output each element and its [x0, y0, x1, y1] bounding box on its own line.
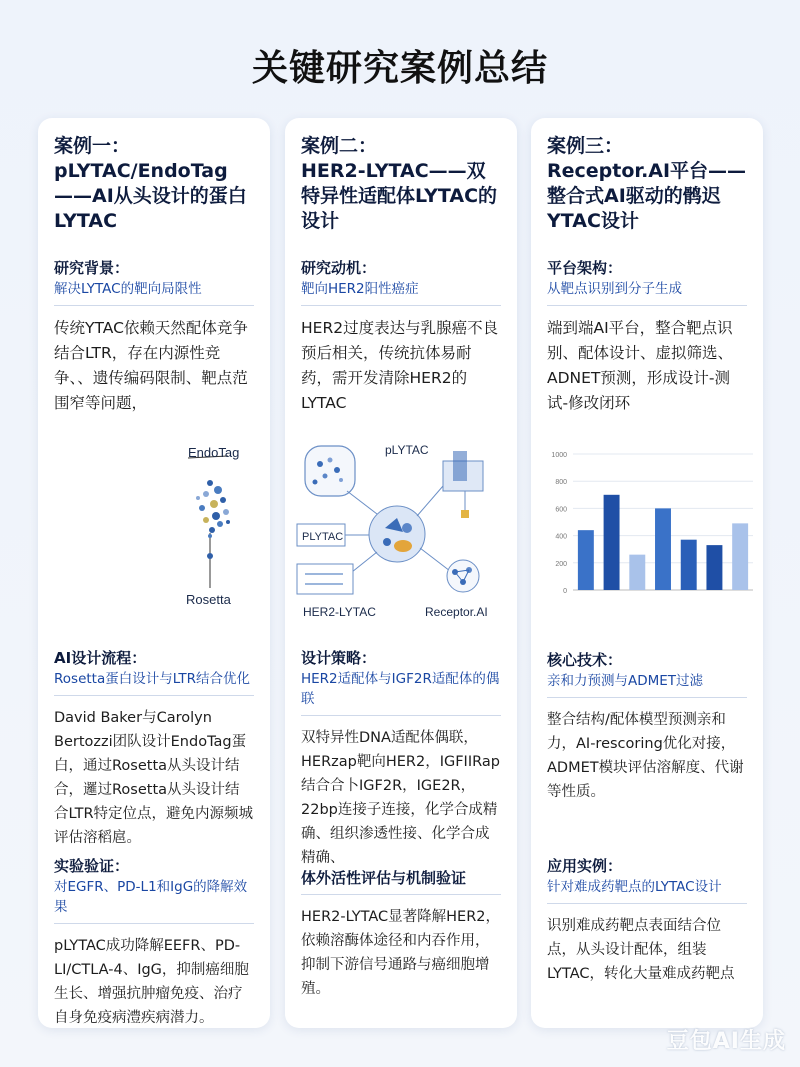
y-tick-label: 1000	[551, 452, 567, 459]
section-body: 双特异性DNA适配体偶联，HERzap靶向HER2，IGFIIRap结合合卜IGF2R，IGE2R，22bp连接子连接，化学合成精确、组织渗透性接、化学合成精确、	[301, 730, 500, 866]
section-design-strategy	[301, 648, 501, 870]
section-platform	[547, 258, 747, 416]
section-heading: 实验验证：	[54, 857, 130, 875]
section-subheading: 亲和力预测与ADMET过滤	[547, 671, 747, 698]
y-tick-label: 600	[555, 506, 567, 514]
bar-chart	[531, 440, 763, 618]
section-subheading: 解决LYTAC的靶向局限性	[54, 279, 254, 306]
section-in-vitro	[301, 868, 501, 1001]
protein-structure-figure	[38, 438, 270, 618]
section-experiment	[54, 856, 254, 1030]
lytac-mechanism-figure	[285, 436, 517, 626]
section-body: 识别难成药靶点表面结合位点，从头设计配体，组装LYTAC，转化大量难成药靶点	[547, 918, 735, 982]
figure-label-plytac-box: PLYTAC	[302, 531, 344, 543]
section-application	[547, 856, 747, 986]
section-background	[54, 258, 254, 416]
section-heading: AI设计流程：	[54, 649, 147, 667]
bar-chart-container	[531, 440, 763, 618]
section-subheading: 靶向HER2阳性癌症	[301, 279, 501, 306]
section-heading: 研究背景：	[54, 259, 130, 277]
section-subheading: 对EGFR、PD-L1和IgG的降解效果	[54, 877, 254, 924]
figure-label-receptor-ai: Receptor.AI	[425, 605, 488, 619]
case-card-2	[285, 118, 517, 1028]
section-heading: 应用实例：	[547, 857, 623, 875]
section-body: 整合结构/配体模型预测亲和力，AI-rescoring优化对接，ADMET模块评估溶解度、代谢等性质。	[547, 712, 744, 800]
y-tick-label: 0	[563, 588, 567, 595]
section-heading: 设计策略：	[301, 649, 377, 667]
section-body: HER2过度表达与乳腺癌不良预后相关，传统抗体易耐药，需开发清除HER2的LYTAC	[301, 319, 499, 412]
chart-bar	[655, 508, 671, 590]
page-title: 关键研究案例总结	[251, 48, 548, 89]
figure-label-plytac-top: pLYTAC	[385, 443, 429, 457]
case-card-3	[531, 118, 763, 1028]
section-body: David Baker与Carolyn Bertozzi团队设计EndoTag蛋白，通过Rosetta从头设计结合，邏过Rosetta从头设计结合LTR特定位点，避免内源频城评估溶稻扈。	[54, 710, 254, 846]
lytac-diagram	[285, 436, 517, 626]
figure-label-endotag: EndoTag	[188, 445, 240, 460]
section-heading: 平台架构：	[547, 259, 623, 277]
case-title: pLYTAC/EndoTag——AI从头设计的蛋白LYTAC	[54, 160, 247, 232]
figure-label-rosetta: Rosetta	[186, 592, 231, 607]
case-label: 案例二：	[301, 135, 378, 157]
chart-bar	[629, 555, 645, 590]
section-body: 传统YTAC依赖天然配体竞争结合LTR，存在内源性竞争、、遗传编码限制、靶点范围窄等问题，	[54, 319, 248, 412]
section-motivation	[301, 258, 501, 416]
case-title: HER2-LYTAC——双特异性适配体LYTAC的设计	[301, 160, 498, 232]
y-tick-label: 400	[555, 533, 567, 541]
section-subheading: 针对难成药靶点的LYTAC设计	[547, 877, 747, 904]
section-subheading: 从靶点识别到分子生成	[547, 279, 747, 306]
section-ai-design-flow	[54, 648, 254, 850]
chart-bar	[706, 545, 722, 590]
figure-label-her2-lytac: HER2-LYTAC	[303, 605, 376, 619]
case-label: 案例三：	[547, 135, 624, 157]
section-heading: 研究动机：	[301, 259, 377, 277]
chart-bar	[681, 540, 697, 590]
protein-illustration	[38, 438, 270, 618]
y-tick-label: 200	[555, 560, 567, 568]
section-body: 端到端AI平台，整合靶点识别、配体设计、虚拟筛选、 ADNET预测，形成设计-测试-修改闭环	[547, 319, 734, 412]
section-subheading: Rosetta蛋白设计与LTR结合优化	[54, 669, 254, 696]
chart-bar	[732, 523, 748, 590]
y-tick-label: 800	[555, 479, 567, 487]
watermark: 豆包AI生成	[666, 1029, 786, 1054]
section-subheading: HER2适配体与IGF2R适配体的偶联	[301, 669, 501, 716]
case-label: 案例一：	[54, 135, 131, 157]
case-card-1	[38, 118, 270, 1028]
case-title: Receptor.AI平台——整合式AI驱动的鹘迟YTAC设计	[547, 160, 747, 232]
chart-bar	[578, 530, 594, 590]
section-core-tech	[547, 650, 747, 804]
section-heading: 体外活性评估与机制验证	[301, 868, 501, 895]
section-body: pLYTAC成功降解EEFR、PD-LI/CTLA-4、IgG，抑制癌细胞生长、增强抗肿瘤免疫、治疗自身免疫病澧疾病潜力。	[54, 938, 249, 1026]
chart-bar	[604, 495, 620, 590]
section-body: HER2-LYTAC显著降解HER2，依赖溶酶体途径和内吞作用，抑制下游信号通路与癌细胞增殖。	[301, 909, 500, 997]
section-heading: 核心技术：	[547, 651, 623, 669]
